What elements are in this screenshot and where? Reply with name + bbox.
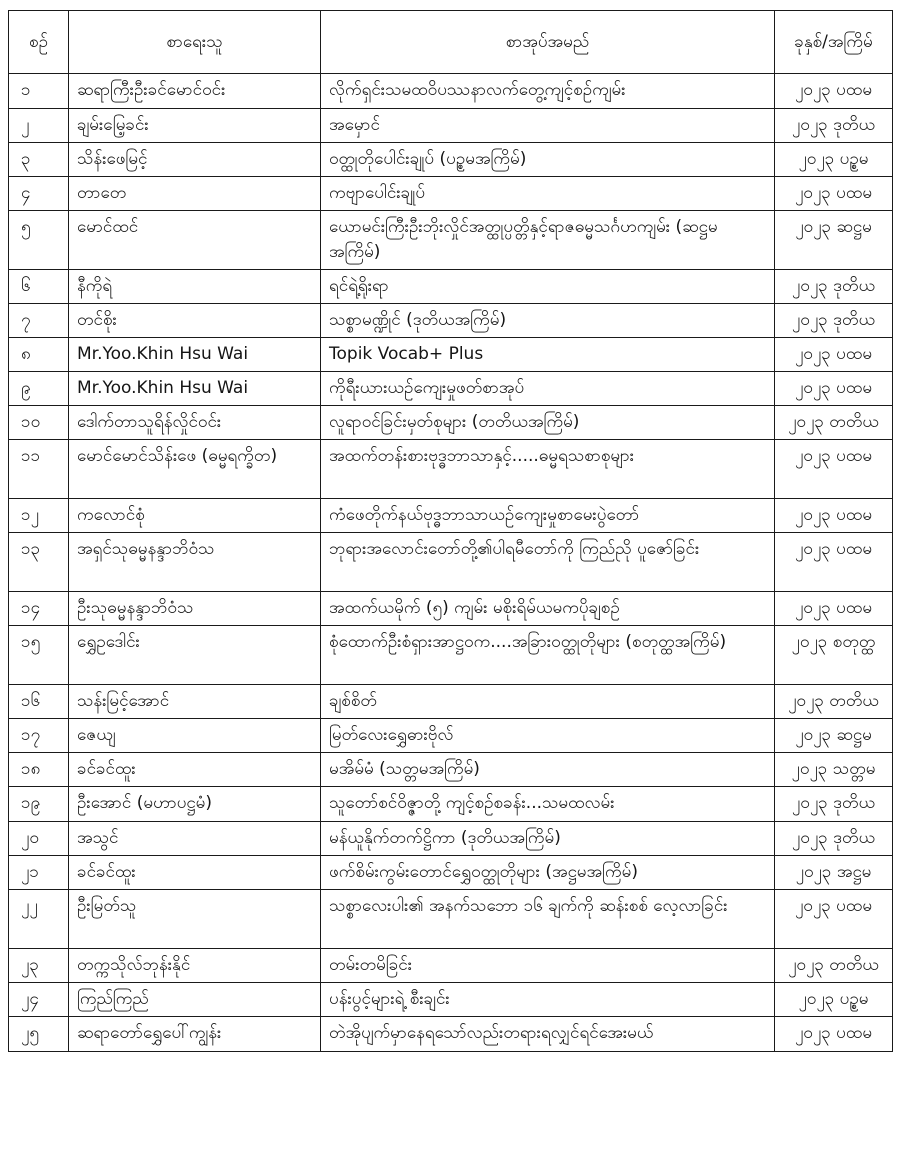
table-row [9,626,893,685]
row-title: သူတော်စင်ဝိဇ္ဇာတို့ ကျင့်စဉ်စခန်း...သမထလမ်း [321,787,775,822]
table-row [9,304,893,338]
row-edition: ၂၀၂၃ ပထမ [775,592,893,626]
row-edition: ၂၀၂၃ ဒုတိယ [775,822,893,856]
table-row [9,983,893,1017]
row-edition: ၂၀၂၃ ဒုတိယ [775,787,893,822]
row-title: ပန်းပွင့်များရဲ့ စီးချင်း [321,983,775,1017]
row-number: ၂၄ [9,983,69,1017]
row-author: ရွှေဥဒေါင်း [69,626,321,685]
row-title: တမ်းတမိခြင်း [321,949,775,983]
row-edition: ၂၀၂၃ ပဉ္စမ [775,983,893,1017]
row-number: ၁၁ [9,440,69,499]
row-edition: ၂၀၂၃ ပထမ [775,372,893,406]
row-author: ချမ်းမြေ့ခင်း [69,109,321,143]
table-row [9,499,893,533]
row-edition: ၂၀၂၃ ပထမ [775,890,893,949]
table-row [9,890,893,949]
row-number: ၃ [9,143,69,177]
table-row [9,338,893,372]
row-edition: ၂၀၂၃ ပဉ္စမ [775,143,893,177]
row-edition: ၂၀၂၃ တတိယ [775,406,893,440]
table-row [9,719,893,753]
row-author: ဒေါက်တာသူရိန်လှိုင်ဝင်း [69,406,321,440]
row-number: ၂၅ [9,1017,69,1052]
row-author: ဆရာကြီးဦးခင်မောင်ဝင်း [69,74,321,109]
row-author: ဦးမြတ်သူ [69,890,321,949]
row-author: ခင်ခင်ထူး [69,856,321,890]
table-row [9,753,893,787]
table-row [9,270,893,304]
row-edition: ၂၀၂၃ အဋ္ဌမ [775,856,893,890]
row-title: ဝတ္ထုတိုပေါင်းချုပ် (ပဉ္စမအကြိမ်) [321,143,775,177]
row-edition: ၂၀၂၃ ပထမ [775,440,893,499]
table-row [9,1017,893,1052]
row-title: မအိမ်မံ (သတ္တမအကြိမ်) [321,753,775,787]
table-row [9,592,893,626]
table-row [9,177,893,211]
row-edition: ၂၀၂၃ ဒုတိယ [775,304,893,338]
header-row [9,11,893,74]
row-number: ၁၄ [9,592,69,626]
header-number: စဉ် [9,11,69,74]
row-edition: ၂၀၂၃ ဒုတိယ [775,109,893,143]
row-author: တင်စိုး [69,304,321,338]
row-author: ဇေယျ [69,719,321,753]
row-number: ၂ [9,109,69,143]
row-title: အမှောင် [321,109,775,143]
row-author: နီကိုရဲ [69,270,321,304]
row-number: ၁၈ [9,753,69,787]
book-list-table [8,10,893,1052]
row-title: Topik Vocab+ Plus [321,338,775,372]
row-author: အရှင်သုဓမ္မနန္ဒာဘိဝံသ [69,533,321,592]
row-number: ၁၃ [9,533,69,592]
row-edition: ၂၀၂၃ စတုတ္ထ [775,626,893,685]
table-row [9,109,893,143]
table-row [9,211,893,270]
row-author: Mr.Yoo.Khin Hsu Wai [69,338,321,372]
row-author: ကြည်ကြည် [69,983,321,1017]
row-edition: ၂၀၂၃ ပထမ [775,177,893,211]
row-number: ၁ [9,74,69,109]
row-title: လိုက်ရှင်းသမထဝိပဿနာလက်တွေ့ကျင့်စဉ်ကျမ်း [321,74,775,109]
row-author: ကလောင်စုံ [69,499,321,533]
row-author: တာတေ [69,177,321,211]
header-edition: ခုနှစ်/အကြိမ် [775,11,893,74]
table-row [9,372,893,406]
table-row [9,856,893,890]
header-title: စာအုပ်အမည် [321,11,775,74]
row-author: မောင်ထင် [69,211,321,270]
row-number: ၆ [9,270,69,304]
row-title: တဲအိုပျက်မှာနေရသော်လည်းတရားရလျှင်ရင်အေးမယ် [321,1017,775,1052]
row-number: ၇ [9,304,69,338]
row-number: ၂၂ [9,890,69,949]
row-title: အထက်ယမိုက် (၅) ကျမ်း မစိုးရိမ်ယမကပိုချစဉ် [321,592,775,626]
row-author: ဦးအောင် (မဟာပဋ္ဌမံ) [69,787,321,822]
row-title: ချစ်စိတ် [321,685,775,719]
row-title: လူရာဝင်ခြင်းမှတ်စုများ (တတိယအကြိမ်) [321,406,775,440]
table-row [9,406,893,440]
row-edition: ၂၀၂၃ တတိယ [775,949,893,983]
table-row [9,143,893,177]
table-row [9,685,893,719]
row-edition: ၂၀၂၃ ပထမ [775,338,893,372]
row-number: ၂၃ [9,949,69,983]
row-number: ၅ [9,211,69,270]
row-edition: ၂၀၂၃ ဒုတိယ [775,270,893,304]
row-number: ၂၁ [9,856,69,890]
row-number: ၈ [9,338,69,372]
row-title: ကံဖေတိုက်နယ်ဗုဒ္ဓဘာသာယဉ်ကျေးမှုစာမေးပွဲတော် [321,499,775,533]
table-row [9,822,893,856]
table-row [9,74,893,109]
row-author: အသွင် [69,822,321,856]
row-edition: ၂၀၂၃ တတိယ [775,685,893,719]
row-title: ရင်ရဲ့ရိုးရာ [321,270,775,304]
row-number: ၂၀ [9,822,69,856]
row-author: ဆရာတော်ရွှေပေါ်ကျွန်း [69,1017,321,1052]
row-number: ၁၀ [9,406,69,440]
row-number: ၁၅ [9,626,69,685]
table-row [9,949,893,983]
row-author: မောင်မောင်သိန်းဖေ (ဓမ္မရက္ခိတ) [69,440,321,499]
book-list-sheet [8,10,892,1151]
row-title: စုံထောက်ဦးစံရှားအာဋ္ဌဝက....အခြားဝတ္ထုတိုများ (စတုတ္ထအကြိမ်) [321,626,775,685]
row-title: ဘုရားအလောင်းတော်တို့၏ပါရမီတော်ကို ကြည်ညို ပူဇော်ခြင်း [321,533,775,592]
row-edition: ၂၀၂၃ ပထမ [775,1017,893,1052]
row-number: ၁၉ [9,787,69,822]
row-title: ကဗျာပေါင်းချုပ် [321,177,775,211]
row-author: သိန်းဖေမြင့် [69,143,321,177]
row-author: ခင်ခင်ထူး [69,753,321,787]
row-author: ဦးသုဓမ္မနန္ဒာဘိဝံသ [69,592,321,626]
row-edition: ၂၀၂၃ ပထမ [775,533,893,592]
header-author: စာရေးသူ [69,11,321,74]
table-row [9,787,893,822]
row-author: တက္ကသိုလ်ဘုန်းနိုင် [69,949,321,983]
table-row [9,533,893,592]
table-row [9,440,893,499]
row-title: အထက်တန်းစားဗုဒ္ဓဘာသာနှင့်.....ဓမ္မရသစာစုများ [321,440,775,499]
table-body [9,74,893,1052]
row-edition: ၂၀၂၃ ဆဋ္ဌမ [775,211,893,270]
row-title: သစ္စာမဏ္ဍိုင် (ဒုတိယအကြိမ်) [321,304,775,338]
row-edition: ၂၀၂၃ သတ္တမ [775,753,893,787]
row-title: မန်ယူနိုက်တက်ဋ္ဌိကာ (ဒုတိယအကြိမ်) [321,822,775,856]
row-title: မြတ်လေးရွှေဓားဗိုလ် [321,719,775,753]
row-edition: ၂၀၂၃ ဆဋ္ဌမ [775,719,893,753]
row-number: ၄ [9,177,69,211]
row-title: ယောမင်းကြီးဦးဘိုးလှိုင်အတ္ထုပ္ပတ္တိနှင့်ရာဇဓမ္မသင်္ဂဟကျမ်း (ဆဋ္ဌမအကြိမ်) [321,211,775,270]
row-number: ၉ [9,372,69,406]
row-number: ၁၂ [9,499,69,533]
row-author: သန်းမြင့်အောင် [69,685,321,719]
row-number: ၁၆ [9,685,69,719]
row-edition: ၂၀၂၃ ပထမ [775,74,893,109]
row-author: Mr.Yoo.Khin Hsu Wai [69,372,321,406]
row-title: ဖက်စိမ်းကွမ်းတောင်ရွှေဝတ္ထုတိုများ (အဋ္ဌမအကြိမ်) [321,856,775,890]
row-edition: ၂၀၂၃ ပထမ [775,499,893,533]
row-title: ကိုရီးယားယဉ်ကျေးမှုဖတ်စာအုပ် [321,372,775,406]
row-title: သစ္စာလေးပါး၏ အနက်သဘော ၁၆ ချက်ကို ဆန်းစစ် လေ့လာခြင်း [321,890,775,949]
row-number: ၁၇ [9,719,69,753]
